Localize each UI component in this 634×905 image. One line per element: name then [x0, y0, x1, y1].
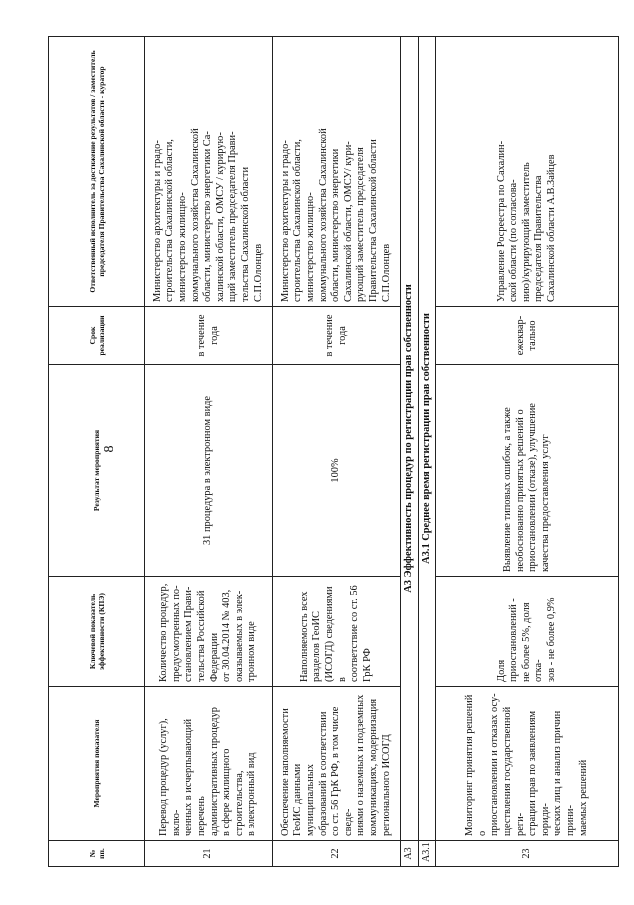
- row-num: 23: [436, 841, 619, 867]
- section-a31-num: А3.1: [418, 841, 436, 867]
- row-kpi: Наполняемость всех разделов ГеоИС (ИСОГД) сведениями в соответствие со ст. 56 ГрК РФ: [273, 577, 401, 687]
- row-action: Перевод процедур (услуг), вклю- ченных в исчерпывающий перечень административных процедур в сфере жилищного строительства, в электронный вид: [145, 687, 273, 841]
- table-row: [436, 37, 619, 867]
- subsection-row: [418, 37, 436, 867]
- row-kpi: Доля приостановлений - не более 5%, доля отка- зов - не более 0,9%: [436, 577, 619, 687]
- row-result: 100%: [273, 365, 401, 577]
- header-result: Результат мероприятия: [49, 365, 145, 577]
- row-action: Обеспечение наполняемости ГеоИС данными муниципальных образований в соответствии со ст. 56 ГрК РФ, в том числе сведе- ниями о наземных и подземных коммуникациях, модернизация регионального ИСОГД: [273, 687, 401, 841]
- section-row: [401, 37, 419, 867]
- row-num: 21: [145, 841, 273, 867]
- row-action: Мониторинг принятия решений о приостановлении и отказах осу- ществления государственной реги- страции прав по заявлениям юриди- ческих лиц и анализ причин прини- маемых решений: [436, 687, 619, 841]
- section-a3-title: А3 Эффективность процедур по регистрации прав собственности: [401, 37, 419, 841]
- row-num: 22: [273, 841, 401, 867]
- row-resp: Министерство архитектуры и градо- строительства Сахалинской области, министерство жилищно- коммунального хозяйства Сахалинской области, министерство энергетики Са- халинской области, ОМСУ / курирую- щий заместитель председателя Прави- тельства Сахалинской области С.П.Олонцев: [145, 37, 273, 307]
- section-a3-num: А3: [401, 841, 419, 867]
- row-term: в течение года: [273, 307, 401, 365]
- header-term: Срок реализации: [49, 307, 145, 365]
- row-term: в течение года: [145, 307, 273, 365]
- row-resp: Управление Росреестра по Сахалин- ской области (по согласова- нию)/курирующий заместитель председателя Правительства Сахалинской области А.В.Зайцев: [436, 37, 619, 307]
- header-num: № пп.: [49, 841, 145, 867]
- table-row: [145, 37, 273, 867]
- table-header-row: [49, 37, 145, 867]
- header-kpi: Ключевой показатель эффективности (КПЭ): [49, 577, 145, 687]
- page-number: 8: [102, 445, 117, 453]
- header-action: Мероприятия показателя: [49, 687, 145, 841]
- row-resp: Министерство архитектуры и градо- строительства Сахалинской области, министерство жилищно- коммунального хозяйства Сахалинской области, министерство энергетики Сахалинской области, ОМСУ/ кури- рующий заместитель председателя Правительства Сахалинской области С.П.Олонцев: [273, 37, 401, 307]
- rotated-document: [48, 37, 615, 867]
- row-result: 31 процедура в электронном виде: [145, 365, 273, 577]
- row-kpi: Количество процедур, предусмотренных по- становлением Прави- тельства Российской Федерации от 30.04.2014 № 403, оказываемых в элек- тронном виде: [145, 577, 273, 687]
- action-plan-table: [48, 36, 619, 867]
- header-resp: Ответственный исполнитель за достижение результатов / заместитель председателя Правительства Сахалинской области - куратор: [49, 37, 145, 307]
- table-row: [273, 37, 401, 867]
- row-result: Выявление типовых ошибок, а также необоснованно принятых решений о приостановлении (отказе), улучшение качества предоставления услуг: [436, 365, 619, 577]
- row-term: ежеквар- тально: [436, 307, 619, 365]
- section-a31-title: А3.1 Среднее время регистрации прав собственности: [418, 37, 436, 841]
